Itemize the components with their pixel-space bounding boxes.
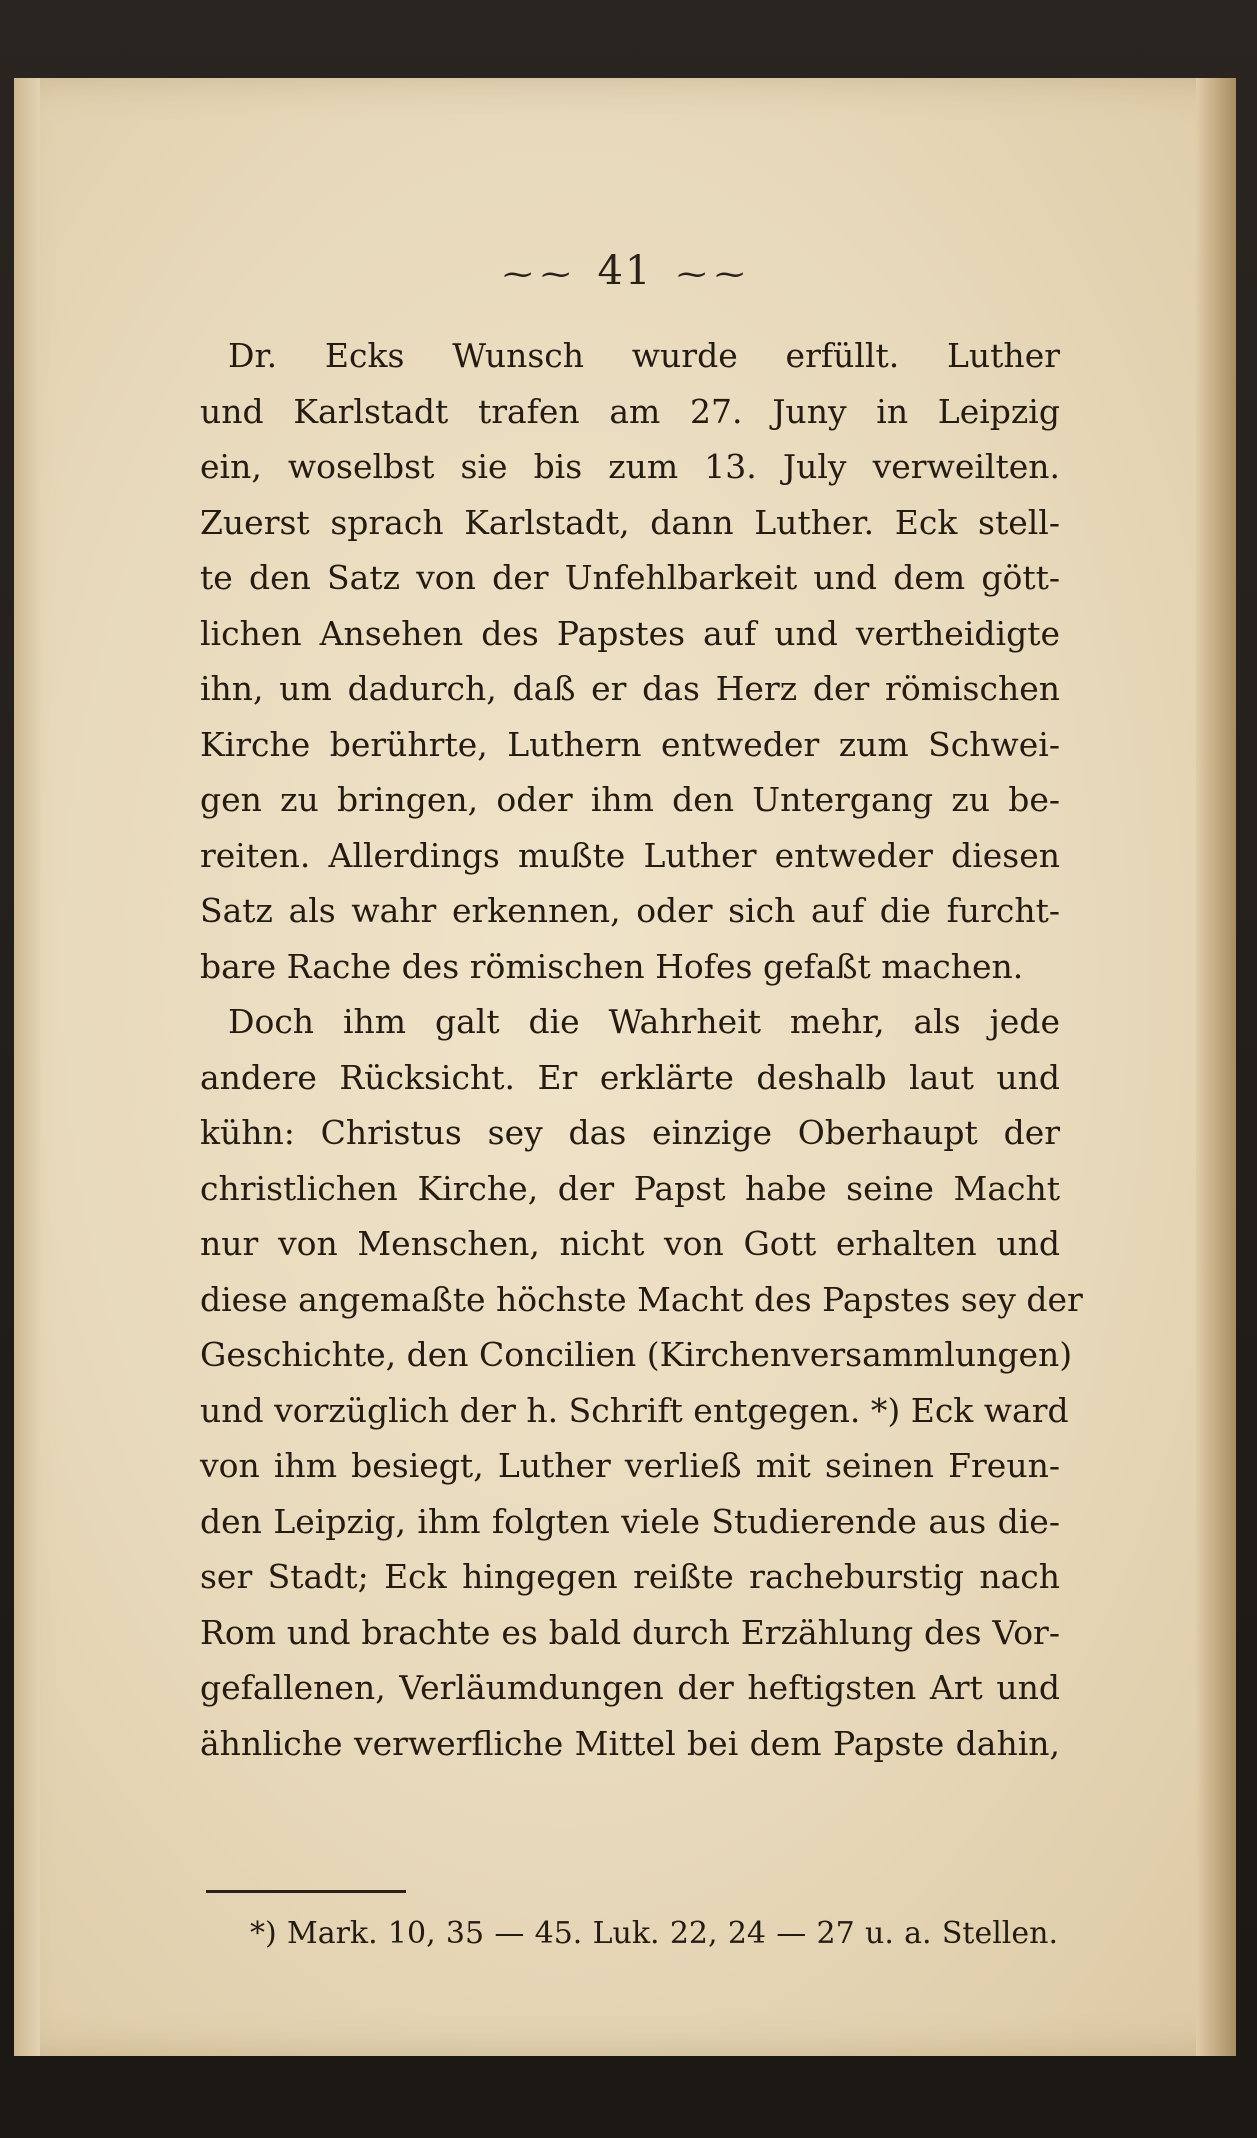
text-line: ser Stadt; Eck hingegen reißte racheburstig nach xyxy=(200,1557,1060,1596)
text-line: christlichen Kirche, der Papst habe seine Macht xyxy=(200,1168,1060,1208)
text-line: Geschichte, den Concilien (Kirchenversammlungen) xyxy=(200,1335,1073,1374)
text-line: kühn: Christus sey das einzige Oberhaupt der xyxy=(200,1113,1060,1152)
text-line: den Leipzig, ihm folgten viele Studierende aus die- xyxy=(200,1501,1060,1541)
text-line: gen zu bringen, oder ihm den Untergang zu be- xyxy=(200,780,1060,819)
text-line: andere Rücksicht. Er erklärte deshalb laut und xyxy=(200,1057,1060,1097)
page-gutter xyxy=(14,78,40,2056)
text-line: Zuerst sprach Karlstadt, dann Luther. Eck stell- xyxy=(200,502,1060,542)
text-line: ein, woselbst sie bis zum 13. July verweilten. xyxy=(200,447,1060,486)
text-line: diese angemaßte höchste Macht des Papstes sey der xyxy=(200,1279,1083,1319)
page-number: 41 xyxy=(597,248,653,294)
text-line: Kirche berührte, Luthern entweder zum Schwei- xyxy=(200,724,1060,764)
text-line: nur von Menschen, nicht von Gott erhalten und xyxy=(200,1224,1060,1263)
book-page xyxy=(14,78,1236,2056)
text-line: und Karlstadt trafen am 27. Juny in Leipzig xyxy=(200,391,1060,431)
body-text xyxy=(200,328,1083,1771)
text-line: von ihm besiegt, Luther verließ mit seinen Freun- xyxy=(200,1446,1060,1485)
text-line: und vorzüglich der h. Schrift entgegen. *) Eck ward xyxy=(200,1390,1069,1430)
ornament-left: ~~ xyxy=(499,256,576,292)
text-line: reiten. Allerdings mußte Luther entweder diesen xyxy=(200,835,1060,875)
text-line: bare Rache des römischen Hofes gefaßt machen. xyxy=(200,946,1024,986)
text-line: Rom und brachte es bald durch Erzählung des Vor- xyxy=(200,1612,1060,1652)
text-line: te den Satz von der Unfehlbarkeit und dem gött- xyxy=(200,558,1060,597)
ornament-right: ~~ xyxy=(674,256,751,292)
page-fore-edge xyxy=(1196,78,1236,2056)
footnote-rule xyxy=(206,1890,406,1893)
page-header xyxy=(14,248,1236,294)
footnote: *) Mark. 10, 35 — 45. Luk. 22, 24 — 27 u. a. Stellen. xyxy=(250,1916,1058,1951)
text-line: Dr. Ecks Wunsch wurde erfüllt. Luther xyxy=(228,336,1060,375)
text-line: ihn, um dadurch, daß er das Herz der römischen xyxy=(200,669,1060,708)
text-line: Doch ihm galt die Wahrheit mehr, als jede xyxy=(228,1002,1060,1041)
text-line: lichen Ansehen des Papstes auf und vertheidigte xyxy=(200,613,1060,653)
text-line: ähnliche verwerfliche Mittel bei dem Papste dahin, xyxy=(200,1723,1060,1763)
text-line: gefallenen, Verläumdungen der heftigsten Art und xyxy=(200,1668,1060,1707)
text-line: Satz als wahr erkennen, oder sich auf die furcht- xyxy=(200,891,1060,930)
